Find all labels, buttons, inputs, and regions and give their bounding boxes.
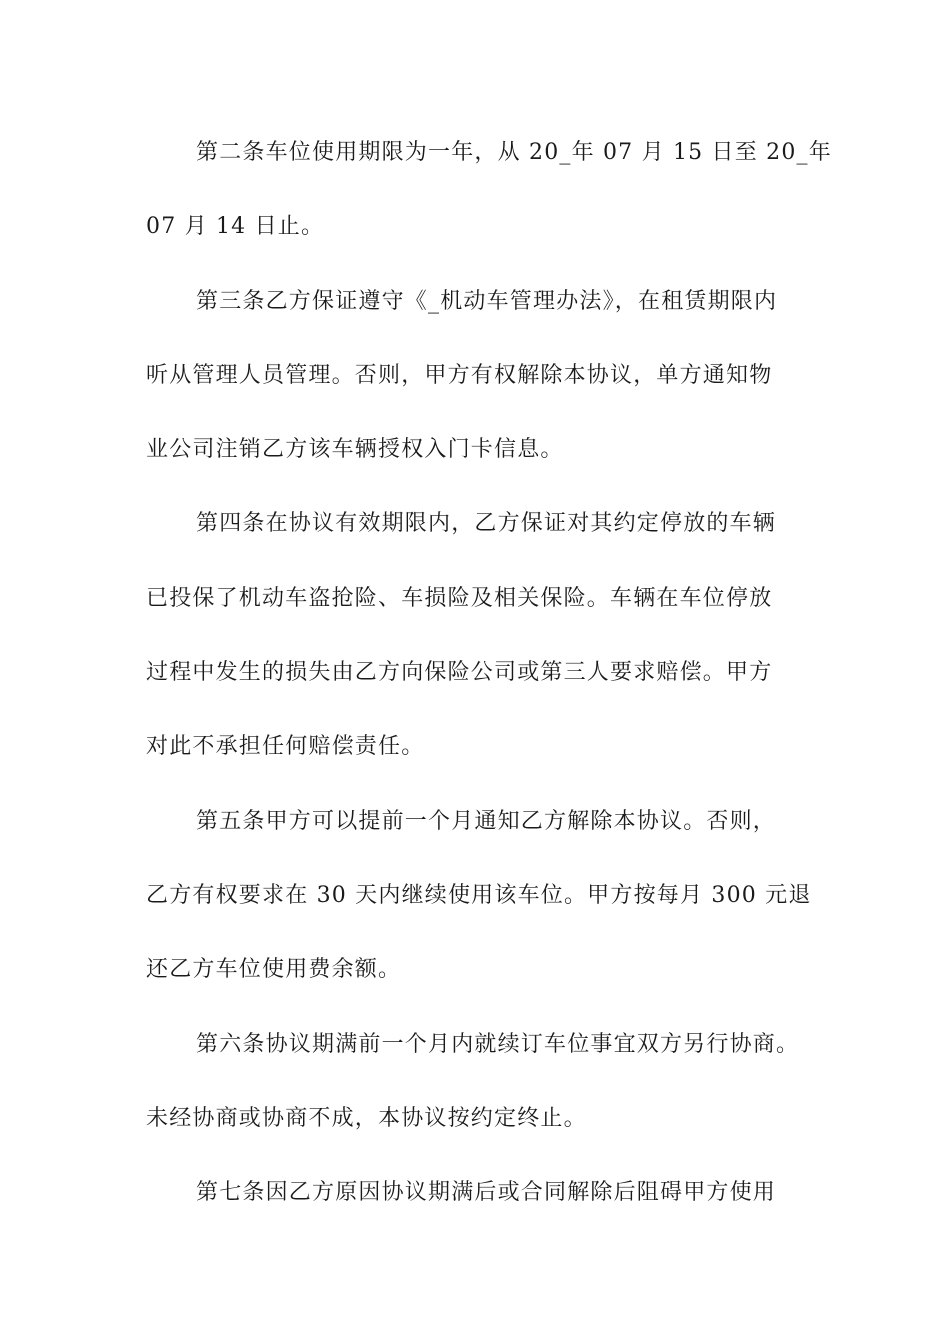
text-line: 07 月 14 日止。 [146,214,325,240]
text-line: 还乙方车位使用费余额。 [146,957,402,983]
text-line: 业公司注销乙方该车辆授权入门卡信息。 [146,437,564,463]
text-line: 第二条车位使用期限为一年，从 20_年 07 月 15 日至 20_年 [196,140,832,165]
text-line: 第五条甲方可以提前一个月通知乙方解除本协议。否则， [196,808,777,834]
text-line: 第三条乙方保证遵守《_机动车管理办法》，在租赁期限内 [196,288,778,314]
text-line: 未经协商或协商不成，本协议按约定终止。 [146,1105,587,1131]
text-line: 第七条因乙方原因协议期满后或合同解除后阻碍甲方使用 [196,1180,777,1206]
text-line: 第四条在协议有效期限内，乙方保证对其约定停放的车辆 [196,511,777,537]
text-line: 听从管理人员管理。否则，甲方有权解除本协议，单方通知物 [146,362,773,388]
text-line: 乙方有权要求在 30 天内继续使用该车位。甲方按每月 300 元退 [146,882,812,908]
document-body [146,128,832,1242]
text-line: 对此不承担任何赔偿责任。 [146,734,425,760]
text-line: 第六条协议期满前一个月内就续订车位事宜双方另行协商。 [196,1031,800,1057]
text-line: 已投保了机动车盗抢险、车损险及相关保险。车辆在车位停放 [146,585,773,611]
text-line: 过程中发生的损失由乙方向保险公司或第三人要求赔偿。甲方 [146,660,773,686]
